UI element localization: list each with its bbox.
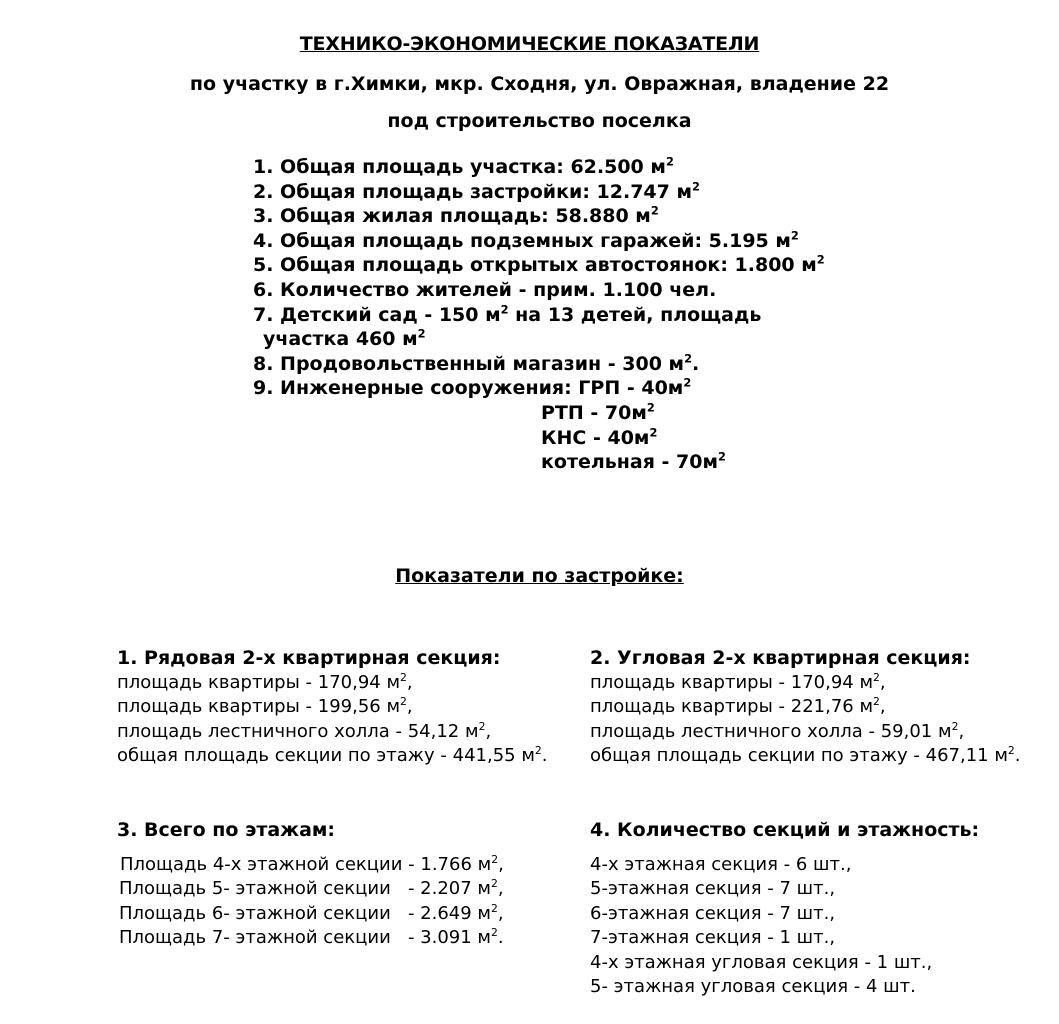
block-line: Площадь 5- этажной секции - 2.207 $м^2$, xyxy=(119,877,504,899)
block-line: общая площадь секции по этажу - 467,11 $м^2$. xyxy=(590,744,1021,766)
block-line: площадь лестничного холла - 54,12 $м^2$, xyxy=(117,719,492,742)
tep-item-3: 3. Общая жилая площадь: 58.880 $м^2$ xyxy=(253,203,659,228)
block-total-floors xyxy=(117,818,504,951)
tep-list xyxy=(253,155,825,475)
block-row-section xyxy=(117,646,548,769)
block-heading: 4. Количество секций и этажность: xyxy=(590,819,980,841)
block-line: Площадь 4-х этажной секции - 1.766 $м^2$, xyxy=(120,852,504,875)
block-line: 6-этажная секция - 7 шт., xyxy=(590,902,836,924)
block-line: площадь квартиры - 170,94 $м^2$, xyxy=(590,670,886,693)
tep-item-7-cont: участка 460 $м^2$ xyxy=(263,326,426,351)
block-line: площадь квартиры - 170,94 $м^2$, xyxy=(117,670,413,693)
tep-item-9-boiler: котельная - $70м^2$ xyxy=(541,449,726,474)
tep-item-5: 5. Общая площадь открытых автостоянок: 1.800 $м^2$ xyxy=(253,253,825,277)
block-corner-section xyxy=(590,646,1021,769)
block-line: общая площадь секции по этажу - 441,55 $м^2$. xyxy=(117,744,548,766)
tep-item-2: 2. Общая площадь застройки: 12.747 $м^2$ xyxy=(253,179,700,203)
block-line: Площадь 6- этажной секции - 2.649 $м^2$, xyxy=(119,901,504,924)
block-heading: 1. Рядовая 2-х квартирная секция: xyxy=(117,647,501,669)
tep-item-1: 1. Общая площадь участка: 62.500 $м^2$ xyxy=(253,154,674,178)
block-line: площадь квартиры - 221,76 $м^2$, xyxy=(590,695,886,717)
subtitle-location: по участку в г.Химки, мкр. Сходня, ул. Овражная, владение 22 xyxy=(189,73,890,95)
section-title-buildup: Показатели по застройке: xyxy=(395,565,684,587)
tep-item-9-kns: КНС - $40м^2$ xyxy=(541,425,658,449)
subtitle-purpose: под строительство поселка xyxy=(387,110,692,132)
block-heading: 2. Угловая 2-х квартирная секция: xyxy=(590,647,971,669)
tep-item-9: 9. Инженерные сооружения: ГРП - $40м^2$ xyxy=(253,376,692,400)
block-line: 4-х этажная угловая секция - 1 шт., xyxy=(590,951,933,973)
block-sections-count xyxy=(590,818,979,1000)
block-line: 5-этажная секция - 7 шт., xyxy=(590,878,836,899)
block-line: 4-х этажная секция - 6 шт., xyxy=(590,853,852,875)
tep-item-8: 8. Продовольственный магазин - 300 $м^2$. xyxy=(253,351,700,375)
page-title: ТЕХНИКО-ЭКОНОМИЧЕСКИЕ ПОКАЗАТЕЛИ xyxy=(299,33,760,55)
tep-item-4: 4. Общая площадь подземных гаражей: 5.195 $м^2$ xyxy=(253,228,799,252)
block-line: 5- этажная угловая секция - 4 шт. xyxy=(590,976,916,997)
block-heading: 3. Всего по этажам: xyxy=(117,819,336,841)
block-line: Площадь 7- этажной секции - 3.091 $м^2$. xyxy=(119,926,504,948)
block-line: площадь квартиры - 199,56 $м^2$, xyxy=(117,695,413,717)
block-line: площадь лестничного холла - 59,01 $м^2$, xyxy=(590,719,965,742)
tep-item-9-rtp: РТП - $70м^2$ xyxy=(541,400,655,424)
tep-item-6: 6. Количество жителей - прим. 1.100 чел. xyxy=(253,278,717,301)
tep-item-7: 7. Детский сад - 150 $м^2$ на 13 детей, площадь xyxy=(253,302,762,326)
block-line: 7-этажная секция - 1 шт., xyxy=(590,927,836,948)
